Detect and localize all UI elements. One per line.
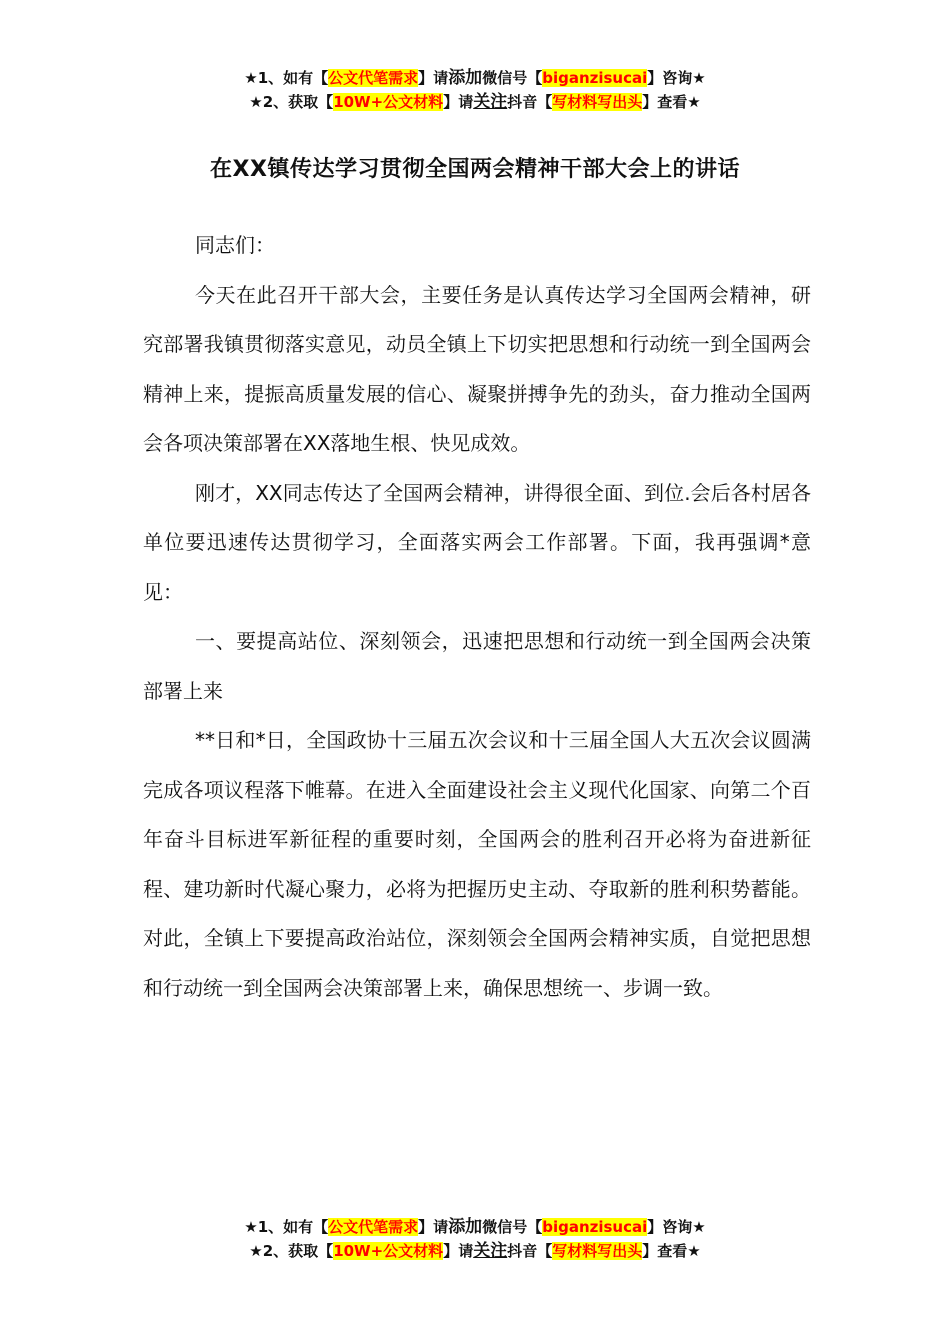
emphasis-add: 添加	[448, 1217, 483, 1237]
header-banner	[0, 66, 950, 114]
paragraph: 今天在此召开干部大会，主要任务是认真传达学习全国两会精神，研究部署我镇贯彻落实意见，动员全镇上下切实把思想和行动统一到全国两会精神上来，提振高质量发展的信心、凝聚拼搏争先的劲头，奋力推动全国两会各项决策部署在XX落地生根、快见成效。	[143, 282, 811, 455]
banner-text: 2、获取【	[262, 1242, 334, 1260]
banner-text: 】请	[443, 93, 474, 111]
highlight-materials: 10W+公文材料	[333, 93, 444, 111]
paragraph: **日和*日，全国政协十三届五次会议和十三届全国人大五次会议圆满完成各项议程落下帷幕。在进入全面建设社会主义现代化国家、向第二个百年奋斗目标进军新征程的重要时刻，全国两会的胜利召开必将为奋进新征程、建功新时代凝心聚力，必将为把握历史主动、夺取新的胜利积势蓄能。对此，全镇上下要提高政治站位，深刻领会全国两会精神实质，自觉把思想和行动统一到全国两会决策部署上来，确保思想统一、步调一致。	[143, 728, 811, 1000]
banner-text: 】请	[443, 1242, 474, 1260]
star-icon: ★	[692, 69, 706, 87]
emphasis-follow: 关注	[473, 1241, 508, 1261]
highlight-wechat-id: biganzisucai	[542, 69, 648, 87]
star-icon: ★	[692, 1218, 706, 1236]
emphasis-follow: 关注	[473, 92, 508, 112]
banner-text: 2、获取【	[262, 93, 334, 111]
document-title: 在XX镇传达学习贯彻全国两会精神干部大会上的讲话	[210, 157, 740, 182]
highlight-douyin-account: 写材料写出头	[552, 1242, 643, 1260]
emphasis-add: 添加	[448, 68, 483, 88]
highlight-service: 公文代笔需求	[328, 1218, 419, 1236]
highlight-douyin-account: 写材料写出头	[552, 93, 643, 111]
banner-text: 微信号【	[482, 1218, 543, 1236]
footer-banner	[0, 1215, 950, 1263]
section-heading: 一、要提高站位、深刻领会，迅速把思想和行动统一到全国两会决策部署上来	[143, 629, 811, 703]
banner-line-1	[0, 66, 950, 90]
banner-text: 】查看	[642, 1242, 688, 1260]
highlight-service: 公文代笔需求	[328, 69, 419, 87]
star-icon: ★	[687, 93, 701, 111]
banner-line-2	[0, 1239, 950, 1263]
star-icon: ★	[244, 69, 258, 87]
highlight-wechat-id: biganzisucai	[542, 1218, 648, 1236]
banner-text: 1、如有【	[257, 69, 329, 87]
star-icon: ★	[249, 93, 263, 111]
salutation: 同志们：	[195, 233, 275, 257]
star-icon: ★	[687, 1242, 701, 1260]
banner-line-2	[0, 90, 950, 114]
banner-line-1	[0, 1215, 950, 1239]
document-body	[143, 221, 811, 1013]
banner-text: 抖音【	[507, 93, 553, 111]
banner-text: 】咨询	[647, 1218, 693, 1236]
highlight-materials: 10W+公文材料	[333, 1242, 444, 1260]
banner-text: 抖音【	[507, 1242, 553, 1260]
paragraph: 刚才，XX同志传达了全国两会精神，讲得很全面、到位.会后各村居各单位要迅速传达贯彻学习，全面落实两会工作部署。下面，我再强调*意见：	[143, 480, 811, 604]
banner-text: 】查看	[642, 93, 688, 111]
banner-text: 】咨询	[647, 69, 693, 87]
banner-text: 】请	[418, 69, 449, 87]
banner-text: 微信号【	[482, 69, 543, 87]
star-icon: ★	[244, 1218, 258, 1236]
banner-text: 1、如有【	[257, 1218, 329, 1236]
banner-text: 】请	[418, 1218, 449, 1236]
star-icon: ★	[249, 1242, 263, 1260]
